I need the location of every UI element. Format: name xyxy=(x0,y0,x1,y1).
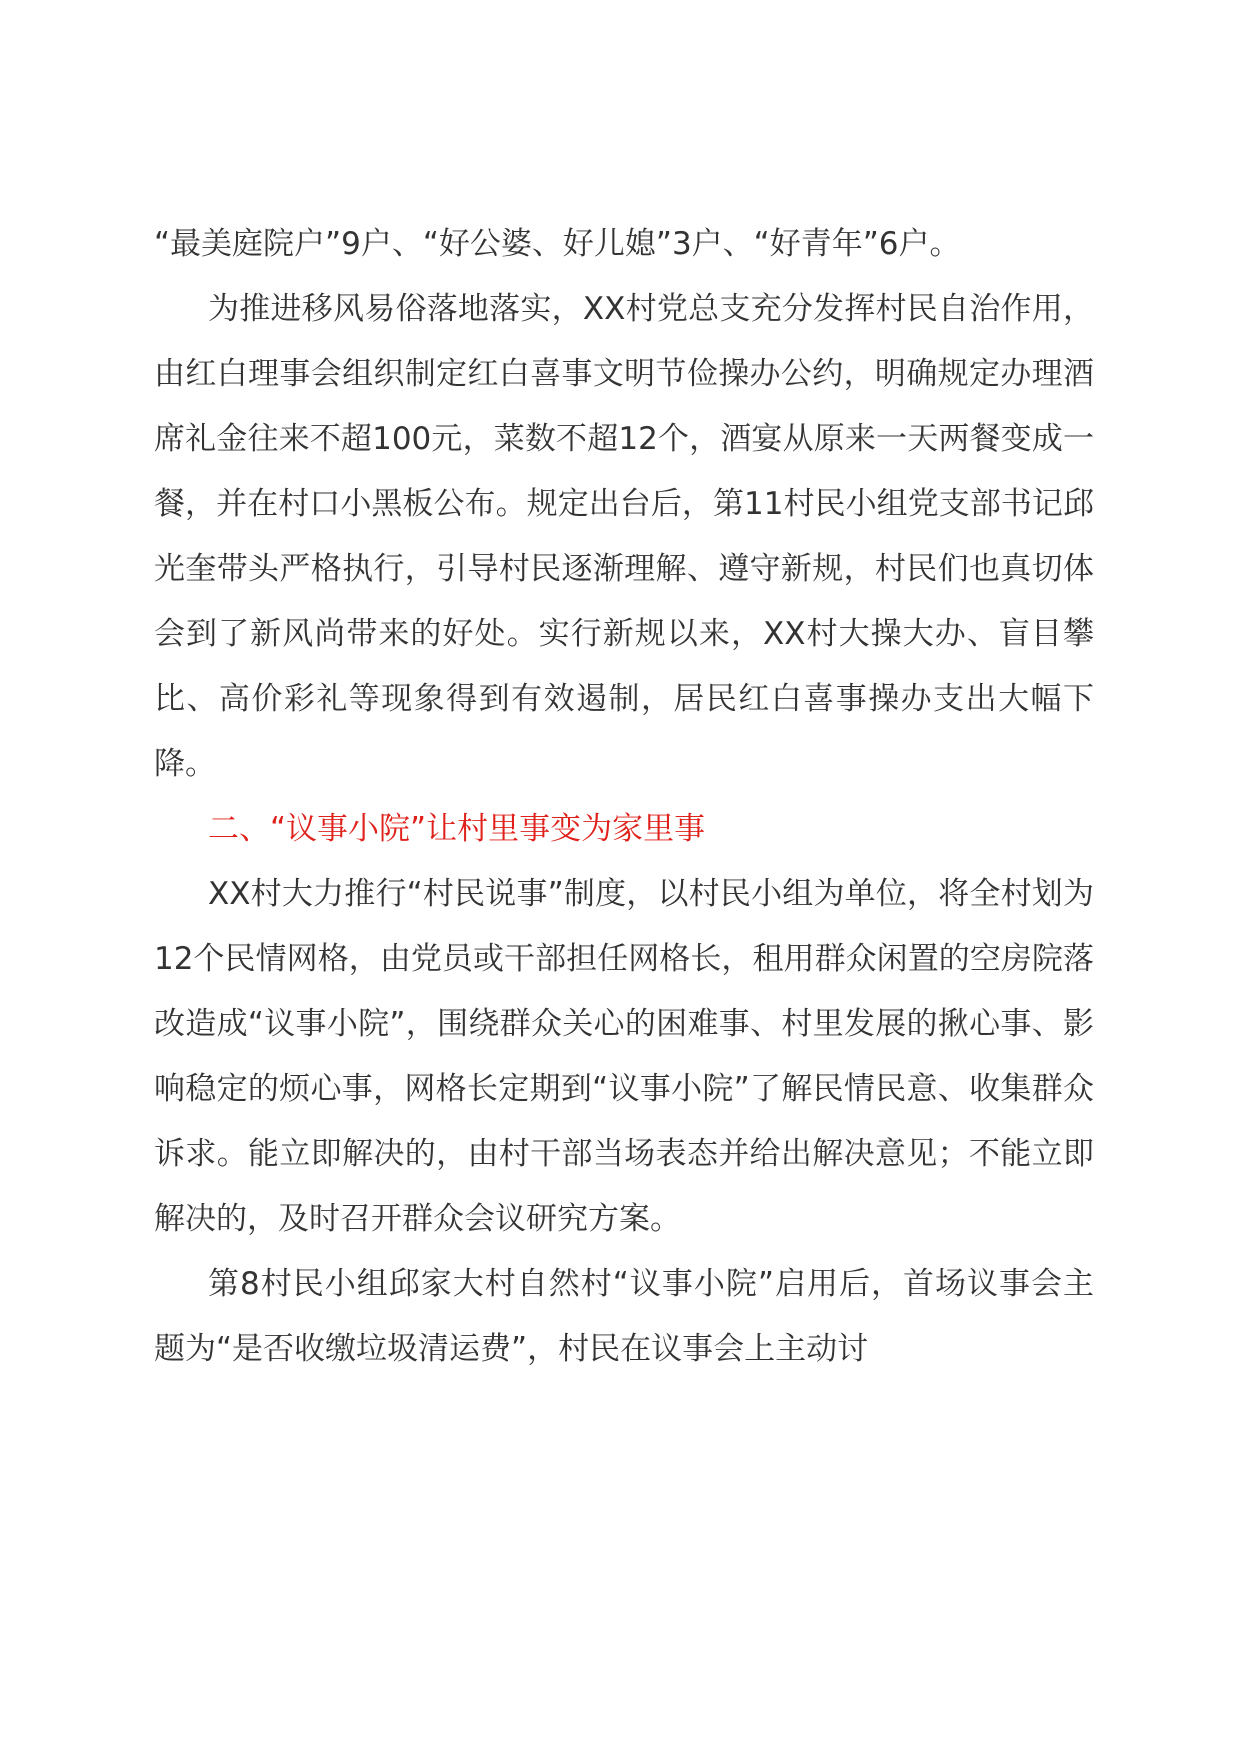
paragraph-continuation: “最美庭院户”9户、“好公婆、好儿媳”3户、“好青年”6户。 xyxy=(154,226,961,262)
document-body xyxy=(154,212,1094,1382)
paragraph-group-8-meeting: 第8村民小组邱家大村自然村“议事小院”启用后，首场议事会主题为“是否收缴垃圾清运费”，村民在议事会上主动讨 xyxy=(154,1266,1094,1367)
paragraph-villager-talk-system: XX村大力推行“村民说事”制度，以村民小组为单位，将全村划为12个民情网格，由党员或干部担任网格长，租用群众闲置的空房院落改造成“议事小院”，围绕群众关心的困难事、村里发展的揪心事、影响稳定的烦心事，网格长定期到“议事小院”了解民情民意、收集群众诉求。能立即解决的，由村干部当场表态并给出解决意见；不能立即解决的，及时召开群众会议研究方案。 xyxy=(154,876,1094,1237)
section-heading-2: 二、“议事小院”让村里事变为家里事 xyxy=(208,811,706,847)
paragraph-customs-reform: 为推进移风易俗落地落实，XX村党总支充分发挥村民自治作用，由红白理事会组织制定红白喜事文明节俭操办公约，明确规定办理酒席礼金往来不超100元，菜数不超12个，酒宴从原来一天两餐变成一餐，并在村口小黑板公布。规定出台后，第11村民小组党支部书记邱光奎带头严格执行，引导村民逐渐理解、遵守新规，村民们也真切体会到了新风尚带来的好处。实行新规以来，XX村大操大办、盲目攀比、高价彩礼等现象得到有效遏制，居民红白喜事操办支出大幅下降。 xyxy=(154,291,1094,782)
